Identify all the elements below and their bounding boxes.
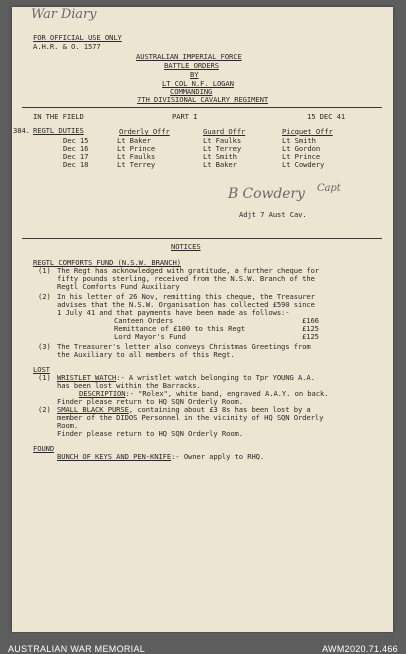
col-orderly: Orderly Offr (119, 127, 170, 136)
duty-picquet: Lt Cowdery (282, 160, 325, 169)
duty-guard: Lt Terrey (203, 144, 242, 153)
duty-guard: Lt Faulks (203, 136, 242, 145)
item-text: , containing about £3 8s has been lost by a (128, 405, 311, 414)
notice-line: Regtl Comforts Fund Auxiliary (57, 282, 180, 291)
payment-amount: £125 (302, 332, 319, 341)
payment-label: Remittance of £100 to this Regt (114, 324, 246, 333)
notice-line: has been lost within the Barracks. (57, 381, 201, 390)
classification: FOR OFFICIAL USE ONLY (33, 33, 122, 42)
handwritten-note: War Diary (31, 7, 97, 22)
signature: B Cowdery (228, 186, 305, 202)
duty-guard: Lt Smith (203, 152, 237, 161)
duty-picquet: Lt Smith (282, 136, 316, 145)
divider (22, 238, 382, 239)
duty-date: Dec 15 (63, 136, 89, 145)
notice-line: Room. (57, 421, 79, 430)
lost-heading: LOST (33, 365, 50, 374)
notice-line: Finder please return to HQ SQN Orderly Room. (57, 429, 243, 438)
notice-line: The Treasurer's letter also conveys Christmas Greetings from (57, 342, 311, 351)
duty-orderly: Lt Prince (117, 144, 156, 153)
notice-line: 1 July 41 and that payments have been made as follows:- (57, 308, 290, 317)
part-number: PART I (172, 112, 198, 121)
payment-label: Canteen Orders (114, 316, 174, 325)
duty-picquet: Lt Prince (282, 152, 321, 161)
paragraph-number: 384. (13, 126, 30, 135)
commander: LT COL N.F. LOGAN (162, 79, 234, 88)
signature-rank: Capt (317, 183, 341, 194)
duty-orderly: Lt Terrey (117, 160, 156, 169)
duty-date: Dec 16 (63, 144, 89, 153)
notice-line: the Auxiliary to all members of this Regt. (57, 350, 235, 359)
duty-picquet: Lt Gordon (282, 144, 321, 153)
item-label: SMALL BLACK PURSE (57, 405, 129, 414)
document-page (12, 7, 393, 632)
duty-orderly: Lt Baker (117, 136, 151, 145)
col-guard: Guard Offr (203, 127, 246, 136)
notices-heading: NOTICES (171, 242, 201, 251)
orders-title: BATTLE ORDERS (164, 61, 219, 70)
force-title: AUSTRALIAN IMPERIAL FORCE (136, 52, 242, 61)
item-number: (1) (38, 373, 51, 382)
item-text: :- Owner apply to RHQ. (171, 452, 265, 461)
order-date: 15 DEC 41 (307, 112, 346, 121)
footer-accession-number: AWM2020.71.466 (322, 644, 398, 654)
item-number: (2) (38, 405, 51, 414)
notice-line: advises that the N.S.W. Organisation has collected £590 since (57, 300, 315, 309)
duty-guard: Lt Baker (203, 160, 237, 169)
col-picquet: Picquet Offr (282, 127, 333, 136)
duty-orderly: Lt Faulks (117, 152, 156, 161)
item-number: (3) (38, 342, 51, 351)
payment-label: Lord Mayor's Fund (114, 332, 186, 341)
payment-amount: £125 (302, 324, 319, 333)
commanding: COMMANDING (170, 87, 213, 96)
item-number: (1) (38, 266, 51, 275)
notice-line: In his letter of 26 Nov, remitting this cheque, the Treasurer (57, 292, 315, 301)
duty-date: Dec 17 (63, 152, 89, 161)
payment-amount: £166 (302, 316, 319, 325)
reference: A.H.R. & O. 1577 (33, 42, 101, 51)
item-label: BUNCH OF KEYS AND PEN-KNIFE (57, 452, 172, 461)
notice-line: fifty pounds sterling, received from the N.S.W. Branch of the (57, 274, 315, 283)
found-heading: FOUND (33, 444, 55, 453)
by-line: BY (190, 70, 199, 79)
notice-line (57, 453, 264, 461)
divider (22, 107, 382, 108)
footer-institution: AUSTRALIAN WAR MEMORIAL (8, 644, 146, 654)
notice-line: Finder please return to HQ SQN Orderly Room. (57, 397, 243, 406)
item-text: :- "Rolex", white band, engraved A.A.Y. on back. (125, 389, 329, 398)
signatory-title: Adjt 7 Aust Cav. (239, 210, 307, 219)
duties-heading: REGTL DUTIES (33, 126, 84, 135)
item-label: DESCRIPTION (79, 389, 126, 398)
comforts-heading: REGTL COMFORTS FUND (N.S.W. BRANCH) (33, 258, 181, 267)
item-label: WRISTLET WATCH (57, 373, 117, 382)
notice-line: member of the DIDOS Personnel in the vicinity of HQ SQN Orderly (57, 413, 324, 422)
location: IN THE FIELD (33, 112, 84, 121)
notice-line: The Regt has acknowledged with gratitude, a further cheque for (57, 266, 320, 275)
unit-name: 7TH DIVISIONAL CAVALRY REGIMENT (137, 95, 269, 104)
duty-date: Dec 18 (63, 160, 89, 169)
item-number: (2) (38, 292, 51, 301)
item-text: :- A wristlet watch belonging to Tpr YOUNG A.A. (116, 373, 315, 382)
